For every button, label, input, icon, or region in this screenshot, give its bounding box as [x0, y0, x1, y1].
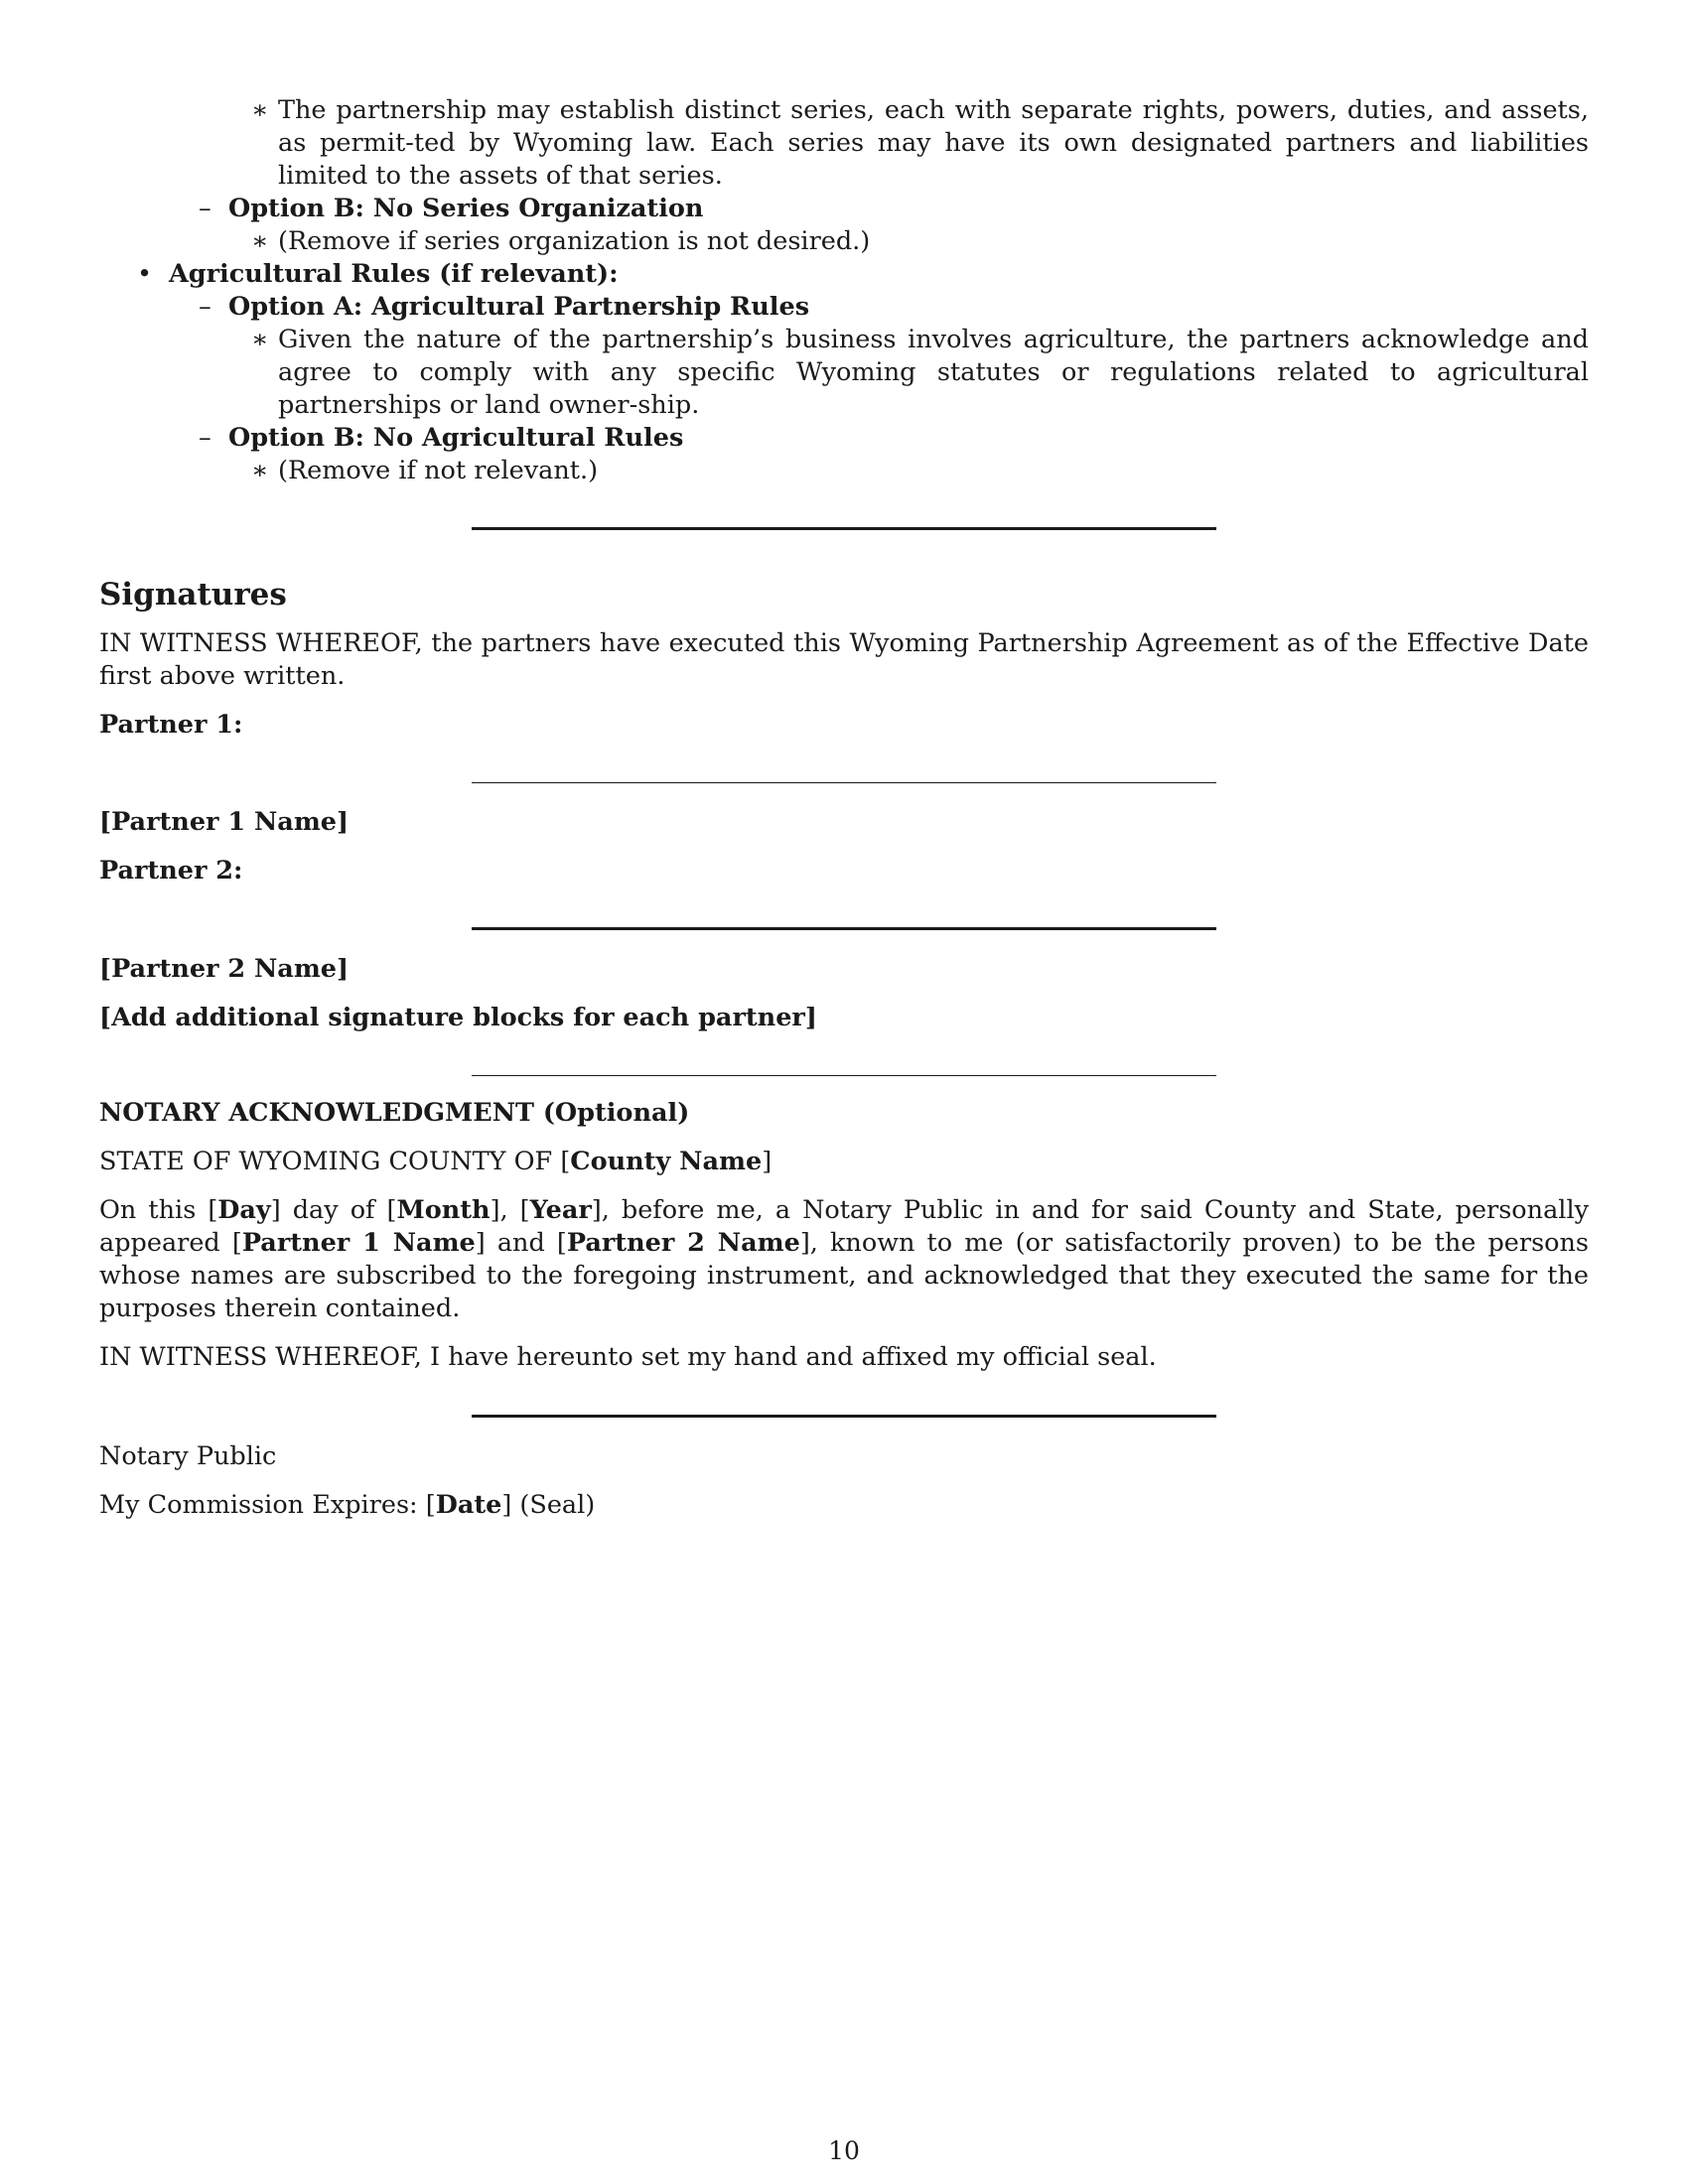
signatures-heading: Signatures: [99, 577, 287, 613]
page-number: 10: [828, 2136, 860, 2165]
notary-witness: IN WITNESS WHEREOF, I have hereunto set my hand and affixed my official seal.: [99, 1342, 1157, 1372]
commission-expires: My Commission Expires: [Date] (Seal): [99, 1490, 596, 1520]
dash-bullet-icon: –: [199, 423, 211, 453]
series-option-b-label: Option B: No Series Organization: [228, 194, 704, 223]
list-item: [99, 291, 1589, 324]
list-item: [99, 193, 1589, 225]
agri-option-a-text: Given the nature of the partnership’s business involves agriculture, the partners acknowledge and agree to comply with any specific Wyoming statutes or regulations related to agricultural partnerships or land owner-ship.: [278, 325, 1589, 420]
dash-bullet-icon: –: [199, 194, 211, 223]
partner2-name: [Partner 2 Name]: [99, 954, 350, 984]
partner1-label: Partner 1:: [99, 710, 243, 740]
list-item: [99, 258, 1589, 291]
partner2-label: Partner 2:: [99, 856, 243, 886]
asterisk-bullet-icon: ∗: [251, 325, 269, 354]
notary-signature-line: [472, 1415, 1216, 1418]
agri-option-b-text: (Remove if not relevant.): [278, 456, 599, 485]
partner2-signature-line: [472, 927, 1216, 930]
notary-public-label: Notary Public: [99, 1441, 277, 1471]
notary-heading: NOTARY ACKNOWLEDGMENT (Optional): [99, 1098, 690, 1128]
list-item: [99, 324, 1589, 422]
list-item: [99, 94, 1589, 193]
asterisk-bullet-icon: ∗: [251, 95, 269, 125]
document-page: [99, 94, 1589, 1522]
list-item: [99, 422, 1589, 455]
signatures-intro: IN WITNESS WHEREOF, the partners have executed this Wyoming Partnership Agreement as of the Effective Date first above written.: [99, 628, 1589, 691]
agri-option-a-label: Option A: Agricultural Partnership Rules: [228, 292, 810, 322]
list-item: [99, 225, 1589, 258]
series-option-a-text: The partnership may establish distinct series, each with separate rights, powers, duties, and assets, as permit-ted by Wyoming law. Each series may have its own designated partners and liabilities limited to the assets of that series.: [278, 95, 1589, 191]
partner1-name: [Partner 1 Name]: [99, 807, 350, 837]
notary-state-county: STATE OF WYOMING COUNTY OF [County Name]: [99, 1147, 773, 1176]
dash-bullet-icon: –: [199, 292, 211, 322]
bullet-icon: •: [137, 259, 153, 289]
section-divider: [472, 527, 1216, 530]
asterisk-bullet-icon: ∗: [251, 226, 269, 256]
agri-heading: Agricultural Rules (if relevant):: [169, 259, 619, 289]
asterisk-bullet-icon: ∗: [251, 456, 269, 485]
agri-option-b-label: Option B: No Agricultural Rules: [228, 423, 684, 453]
notary-divider: [472, 1075, 1216, 1076]
series-option-b-text: (Remove if series organization is not desired.): [278, 226, 871, 256]
notary-acknowledgment-text: On this [Day] day of [Month], [Year], before me, a Notary Public in and for said County and State, personally appeared [Partner 1 Name] and [Partner 2 Name], known to me (or satisfactorily proven) to be the persons whose names are subscribed to the foregoing instrument, and acknowledged that they executed the same for the purposes therein contained.: [99, 1195, 1590, 1323]
list-item: [99, 455, 1589, 487]
partner1-signature-line: [472, 782, 1216, 783]
additional-signatures-note: [Add additional signature blocks for each partner]: [99, 1003, 817, 1032]
